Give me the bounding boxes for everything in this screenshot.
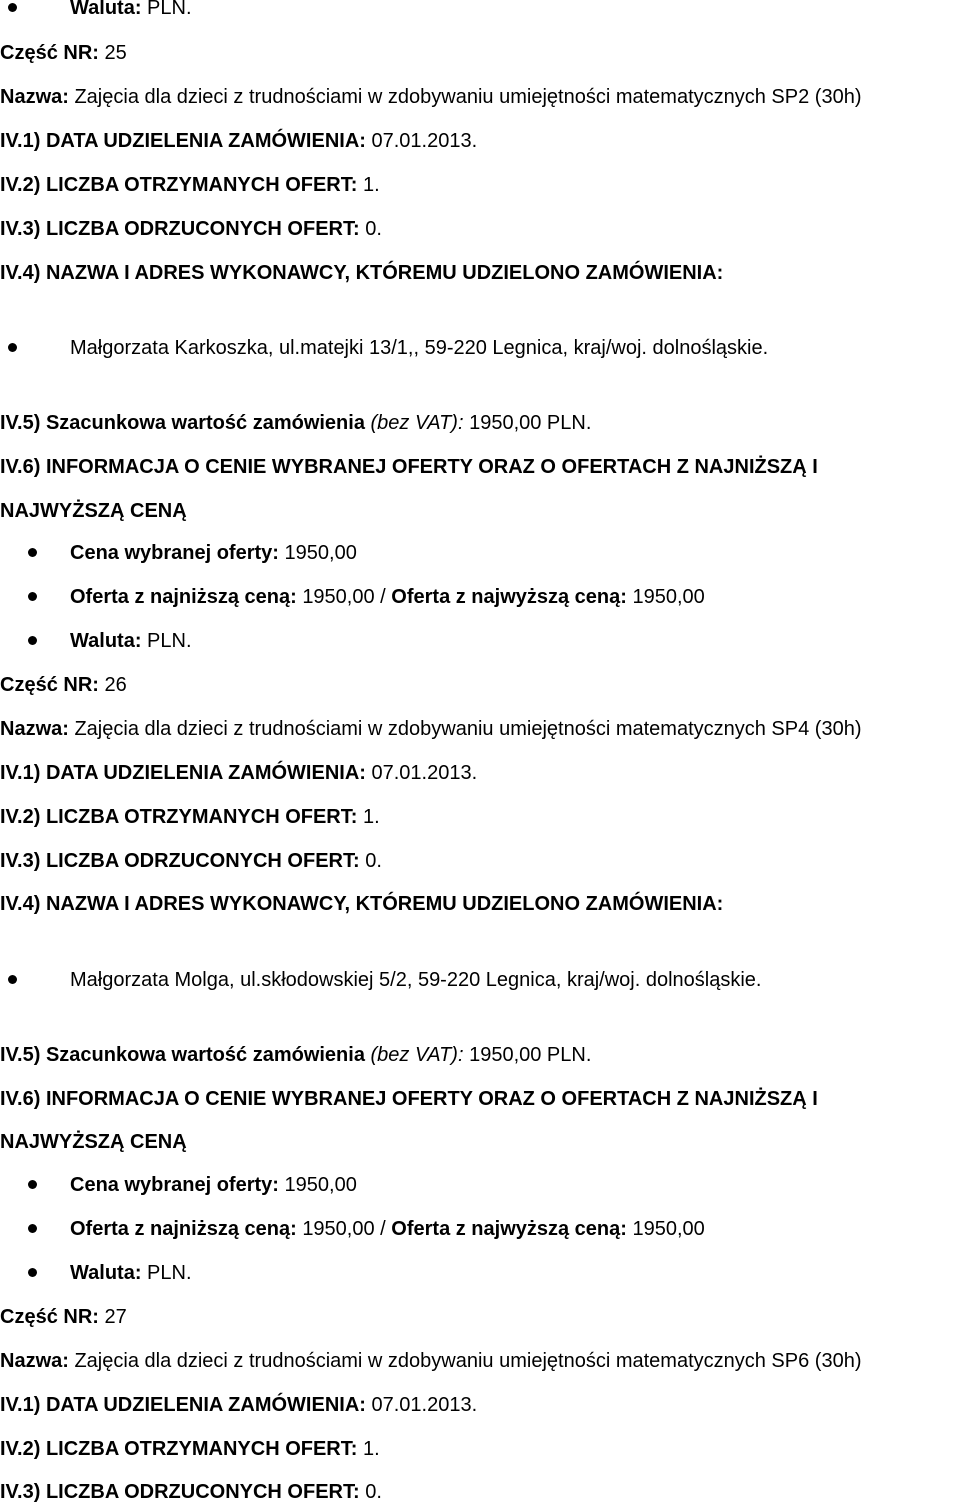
bullet	[8, 3, 17, 12]
selected-price: Cena wybranej oferty: 1950,00	[70, 542, 357, 564]
offers-rejected: IV.3) LICZBA ODRZUCONYCH OFERT: 0.	[0, 1481, 382, 1503]
currency-line: Waluta: PLN.	[70, 630, 192, 652]
contractor-address: Małgorzata Molga, ul.skłodowskiej 5/2, 59-220 Legnica, kraj/woj. dolnośląskie.	[70, 969, 762, 991]
offers-received: IV.2) LICZBA OTRZYMANYCH OFERT: 1.	[0, 174, 380, 196]
price-info-heading-cont: NAJWYŻSZĄ CENĄ	[0, 500, 187, 522]
offers-rejected: IV.3) LICZBA ODRZUCONYCH OFERT: 0.	[0, 218, 382, 240]
estimated-value: IV.5) Szacunkowa wartość zamówienia (bez VAT): 1950,00 PLN.	[0, 1044, 592, 1066]
price-info-heading: IV.6) INFORMACJA O CENIE WYBRANEJ OFERTY ORAZ O OFERTACH Z NAJNIŻSZĄ I	[0, 1088, 818, 1110]
award-date: IV.1) DATA UDZIELENIA ZAMÓWIENIA: 07.01.2013.	[0, 762, 478, 784]
part-number: Część NR: 27	[0, 1306, 127, 1328]
selected-price: Cena wybranej oferty: 1950,00	[70, 1174, 357, 1196]
bullet	[28, 636, 37, 645]
bullet	[28, 592, 37, 601]
price-info-heading: IV.6) INFORMACJA O CENIE WYBRANEJ OFERTY ORAZ O OFERTACH Z NAJNIŻSZĄ I	[0, 456, 818, 478]
bullet	[28, 548, 37, 557]
part-name: Nazwa: Zajęcia dla dzieci z trudnościami w zdobywaniu umiejętności matematycznych SP4 (30h)	[0, 718, 862, 740]
contractor-heading: IV.4) NAZWA I ADRES WYKONAWCY, KTÓREMU UDZIELONO ZAMÓWIENIA:	[0, 262, 724, 284]
bullet	[8, 343, 17, 352]
bullet	[8, 975, 17, 984]
estimated-value: IV.5) Szacunkowa wartość zamówienia (bez VAT): 1950,00 PLN.	[0, 412, 592, 434]
offers-received: IV.2) LICZBA OTRZYMANYCH OFERT: 1.	[0, 806, 380, 828]
part-name: Nazwa: Zajęcia dla dzieci z trudnościami w zdobywaniu umiejętności matematycznych SP6 (30h)	[0, 1350, 862, 1372]
part-number: Część NR: 26	[0, 674, 127, 696]
part-number: Część NR: 25	[0, 42, 127, 64]
contractor-heading: IV.4) NAZWA I ADRES WYKONAWCY, KTÓREMU UDZIELONO ZAMÓWIENIA:	[0, 893, 724, 915]
bullet	[28, 1224, 37, 1233]
award-date: IV.1) DATA UDZIELENIA ZAMÓWIENIA: 07.01.2013.	[0, 1394, 478, 1416]
offers-received: IV.2) LICZBA OTRZYMANYCH OFERT: 1.	[0, 1438, 380, 1460]
part-name: Nazwa: Zajęcia dla dzieci z trudnościami w zdobywaniu umiejętności matematycznych SP2 (30h)	[0, 86, 862, 108]
currency-line: Waluta: PLN.	[70, 1262, 192, 1284]
offers-rejected: IV.3) LICZBA ODRZUCONYCH OFERT: 0.	[0, 850, 382, 872]
bullet	[28, 1180, 37, 1189]
lowest-highest-price: Oferta z najniższą ceną: 1950,00 / Oferta z najwyższą ceną: 1950,00	[70, 1218, 705, 1240]
contractor-address: Małgorzata Karkoszka, ul.matejki 13/1,, 59-220 Legnica, kraj/woj. dolnośląskie.	[70, 337, 769, 359]
bullet	[28, 1268, 37, 1277]
lowest-highest-price: Oferta z najniższą ceną: 1950,00 / Oferta z najwyższą ceną: 1950,00	[70, 586, 705, 608]
currency-line: Waluta: PLN.	[70, 0, 192, 19]
price-info-heading-cont: NAJWYŻSZĄ CENĄ	[0, 1131, 187, 1153]
award-date: IV.1) DATA UDZIELENIA ZAMÓWIENIA: 07.01.2013.	[0, 130, 478, 152]
